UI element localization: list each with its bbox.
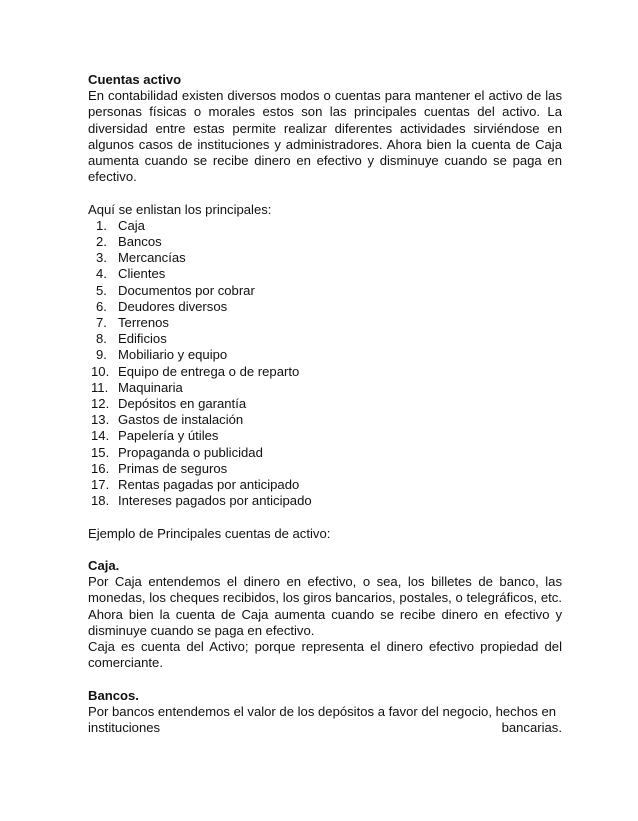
list-item-label: Papelería y útiles [118, 428, 219, 444]
list-item-number: 17. [91, 477, 110, 493]
list-item-label: Bancos [118, 234, 162, 250]
list-item [88, 299, 562, 315]
accounts-list [88, 218, 562, 510]
bancos-line2-right: bancarias. [501, 720, 562, 736]
bancos-heading: Bancos. [88, 687, 139, 703]
list-item [88, 347, 562, 363]
list-item-number: 11. [91, 379, 109, 395]
list-item [88, 331, 562, 347]
list-item-label: Rentas pagadas por anticipado [118, 477, 300, 493]
list-item-label: Gastos de instalación [118, 412, 244, 428]
bancos-line2-left: instituciones [88, 720, 161, 736]
caja-paragraph-activo: Caja es cuenta del Activo; porque representa el dinero efectivo propiedad del comerciante. [88, 639, 562, 671]
list-item-label: Caja [118, 217, 145, 233]
list-item-label: Edificios [118, 331, 167, 347]
list-item-number: 15. [91, 444, 110, 460]
list-item [88, 396, 562, 412]
list-item [88, 428, 562, 444]
spacer [88, 671, 562, 687]
spacer [88, 185, 562, 201]
list-item [88, 283, 562, 299]
list-item-number: 1. [96, 217, 107, 233]
list-item-number: 7. [96, 315, 107, 331]
example-lead: Ejemplo de Principales cuentas de activo: [88, 525, 331, 541]
spacer [88, 542, 562, 558]
list-item [88, 218, 562, 234]
list-item [88, 315, 562, 331]
list-item-number: 4. [96, 266, 107, 282]
list-item [88, 250, 562, 266]
list-item-number: 13. [91, 412, 110, 428]
list-lead: Aquí se enlistan los principales: [88, 201, 272, 217]
bancos-paragraph-line1: Por bancos entendemos el valor de los depósitos a favor del negocio, hechos en [88, 703, 557, 719]
list-item-label: Maquinaria [118, 379, 183, 395]
intro-paragraph: En contabilidad existen diversos modos o cuentas para mantener el activo de las personas físicas o morales estos son las principales cuentas del activo. La diversidad entre estas permite realizar diferentes actividades sirviéndose en algunos casos de instituciones y administradores. Ahora bien la cuenta de Caja aumenta cuando se recibe dinero en efectivo y disminuye cuando se paga en efectivo. [88, 88, 562, 185]
list-item [88, 234, 562, 250]
list-item-number: 3. [96, 250, 107, 266]
list-item-label: Terrenos [118, 315, 169, 331]
section-title: Cuentas activo [88, 72, 182, 87]
list-item-number: 14. [91, 428, 110, 444]
list-item [88, 461, 562, 477]
list-item-label: Propaganda o publicidad [118, 444, 263, 460]
list-item-label: Clientes [118, 266, 166, 282]
caja-heading: Caja. [88, 558, 120, 574]
list-item-number: 16. [91, 460, 110, 476]
list-item-label: Deudores diversos [118, 298, 228, 314]
list-item-number: 2. [96, 234, 107, 250]
list-item-number: 18. [91, 493, 110, 509]
list-item [88, 364, 562, 380]
list-item [88, 493, 562, 509]
list-item-number: 5. [96, 282, 107, 298]
list-item-number: 6. [96, 298, 107, 314]
document-page [88, 72, 562, 736]
caja-paragraph: Por Caja entendemos el dinero en efectivo, o sea, los billetes de banco, las monedas, los cheques recibidos, los giros bancarios, postales, o telegráficos, etc. Ahora bien la cuenta de Caja aumenta cuando se recibe dinero en efectivo y disminuye cuando se paga en efectivo. [88, 574, 562, 638]
list-item-label: Depósitos en garantía [118, 396, 247, 412]
list-item [88, 445, 562, 461]
list-item-label: Mercancías [118, 250, 186, 266]
list-item-number: 8. [96, 331, 107, 347]
list-item [88, 412, 562, 428]
list-item-label: Mobiliario y equipo [118, 347, 228, 363]
list-item-label: Primas de seguros [118, 460, 228, 476]
list-item [88, 477, 562, 493]
list-item-number: 12. [91, 396, 110, 412]
list-item-label: Intereses pagados por anticipado [118, 493, 312, 509]
list-item-label: Equipo de entrega o de reparto [118, 363, 300, 379]
list-item [88, 266, 562, 282]
list-item-label: Documentos por cobrar [118, 282, 255, 298]
list-item [88, 380, 562, 396]
spacer [88, 509, 562, 525]
bancos-paragraph-line2 [88, 720, 562, 736]
list-item-number: 9. [96, 347, 107, 363]
list-item-number: 10. [91, 363, 110, 379]
